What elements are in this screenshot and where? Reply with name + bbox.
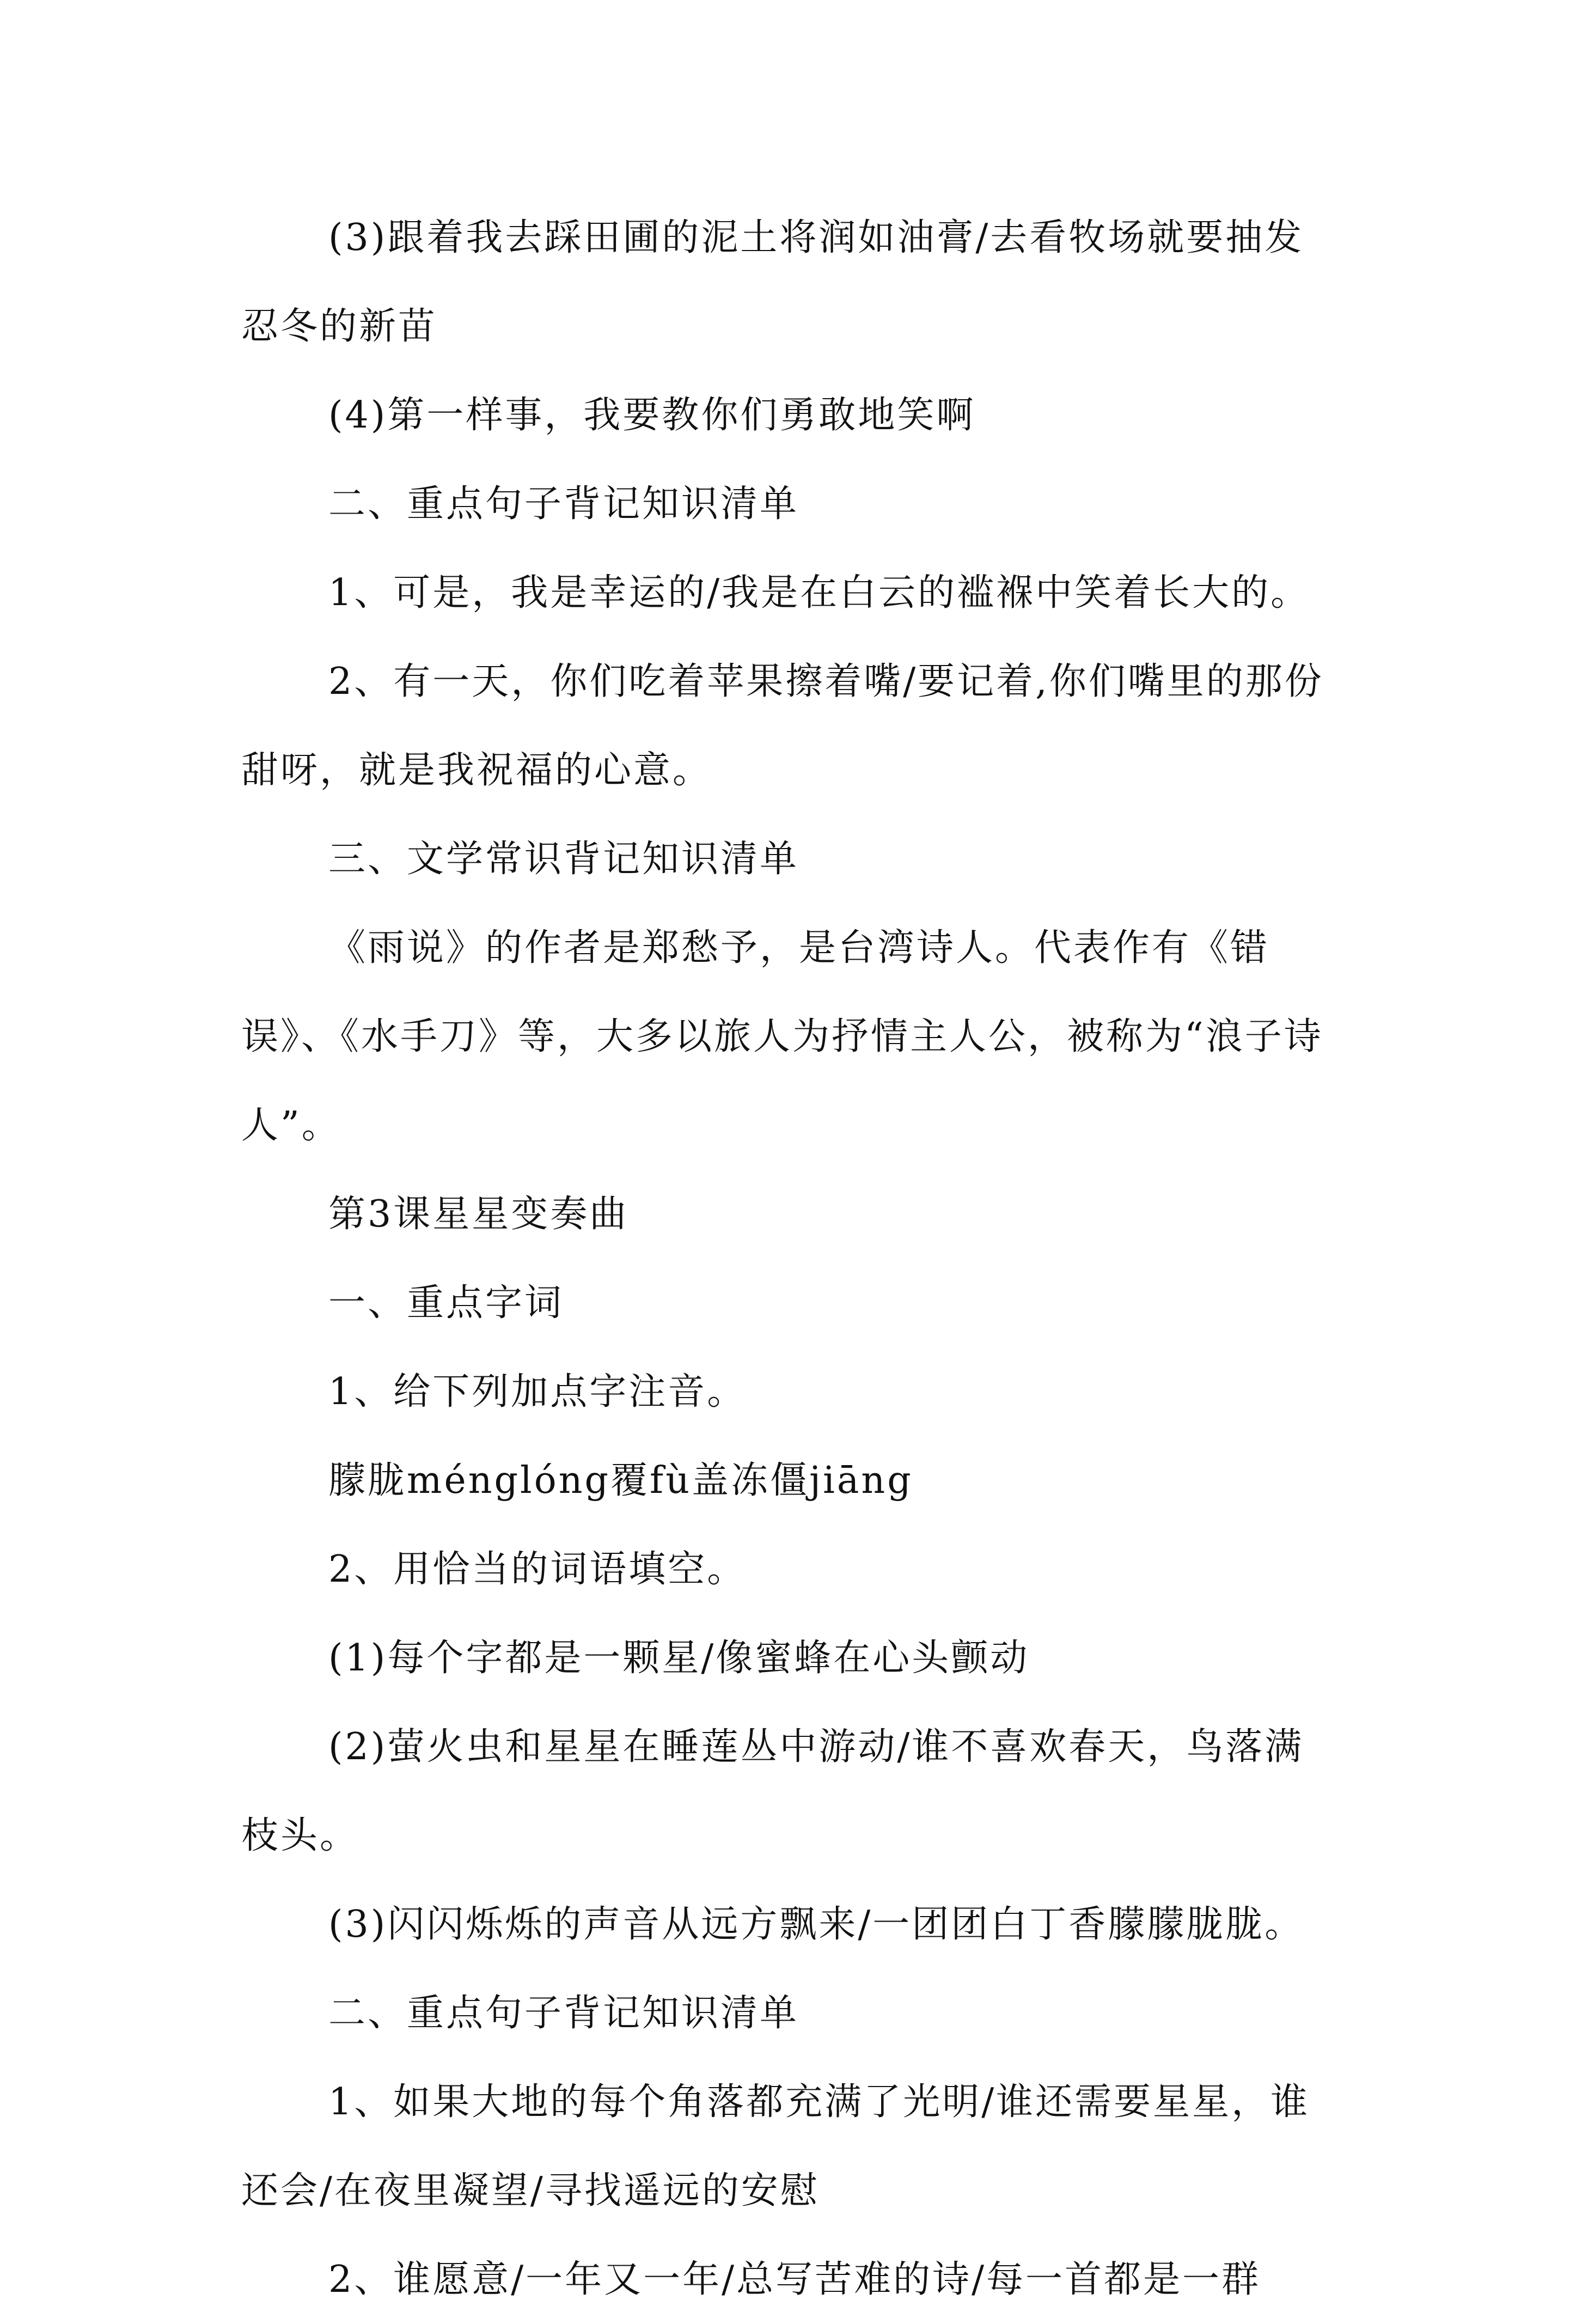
key-sentence-1: 1、可是，我是幸运的/我是在白云的褴褓中笑着长大的。: [328, 571, 1310, 614]
key-sentence-lesson3-2: 2、谁愿意/一年又一年/总写苦难的诗/每一首都是一群: [328, 2258, 1261, 2301]
lesson-title: 第3课星星变奏曲: [328, 1193, 629, 1236]
exercise-pinyin-heading: 1、给下列加点字注音。: [328, 1370, 747, 1413]
section-heading-key-sentences-lesson3: 二、重点句子背记知识清单: [328, 1992, 799, 2035]
key-sentence-2: 2、有一天，你们吃着苹果擦着嘴/要记着,你们嘴里的那份甜呀，就是我祝福的心意。: [241, 660, 1324, 792]
exercise-fill-heading: 2、用恰当的词语填空。: [328, 1548, 747, 1591]
fill-item-3: (3)闪闪烁烁的声音从远方飘来/一团团白丁香朦朦胧胧。: [328, 1903, 1304, 1946]
section-heading-literary-knowledge: 三、文学常识背记知识清单: [328, 838, 799, 881]
paragraph-lesson2-item-3: (3)跟着我去踩田圃的泥土将润如油膏/去看牧场就要抽发忍冬的新苗: [241, 216, 1304, 348]
key-sentence-lesson3-1: 1、如果大地的每个角落都充满了光明/谁还需要星星，谁还会/在夜里凝望/寻找遥远的安慰: [241, 2081, 1310, 2212]
paragraph-lesson2-item-4: (4)第一样事，我要教你们勇敢地笑啊: [328, 394, 976, 437]
section-heading-key-words: 一、重点字词: [328, 1282, 564, 1325]
pinyin-answers: 朦胧ménglóng覆fù盖冻僵jiāng: [328, 1459, 913, 1502]
document-body: [241, 193, 1336, 2324]
section-heading-key-sentences: 二、重点句子背记知识清单: [328, 483, 799, 526]
fill-item-1: (1)每个字都是一颗星/像蜜蜂在心头颤动: [328, 1637, 1030, 1680]
literary-knowledge-text: 《雨说》的作者是郑愁予，是台湾诗人。代表作有《错误》、《水手刀》等，大多以旅人为抒情主人公，被称为“浪子诗人”。: [241, 926, 1323, 1147]
fill-item-2: (2)萤火虫和星星在睡莲丛中游动/谁不喜欢春天，鸟落满枝头。: [241, 1725, 1304, 1857]
